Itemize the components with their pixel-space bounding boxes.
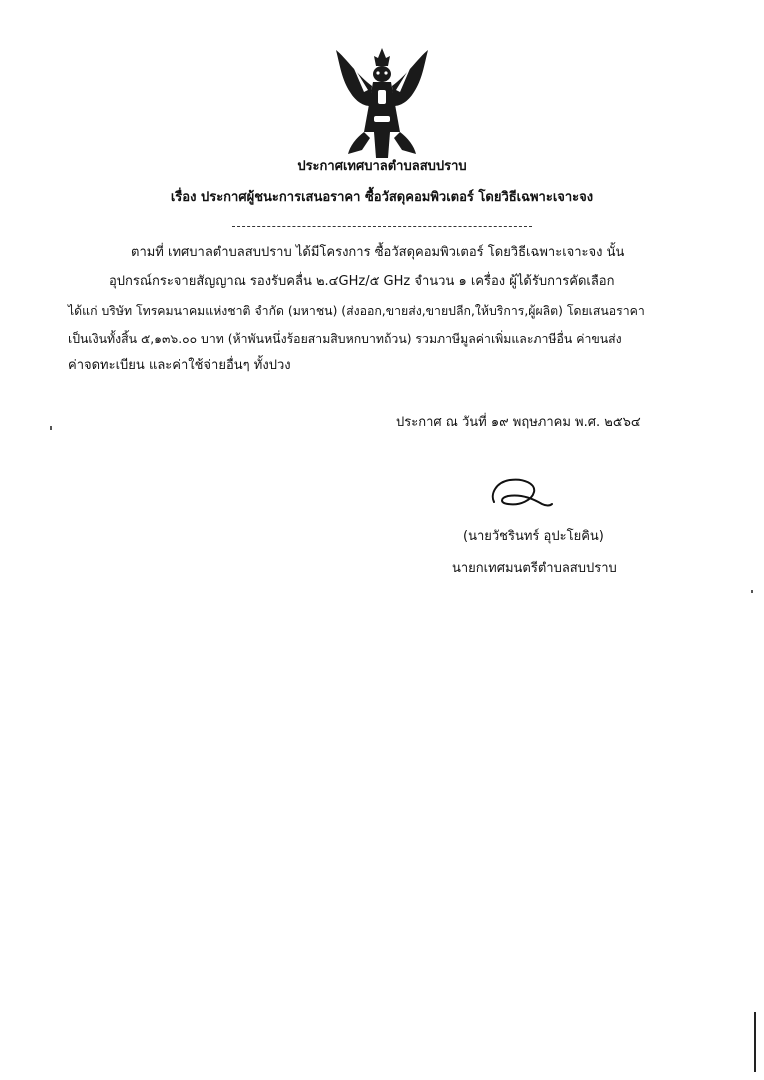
divider [232,226,532,227]
scan-speck [50,426,52,430]
body-line: อุปกรณ์กระจายสัญญาณ รองรับคลื่น ๒.๔GHz/๕ GHz จำนวน ๑ เครื่อง ผู้ได้รับการคัดเลือก [109,274,615,289]
signature-icon [486,472,556,512]
body-line: ตามที่ เทศบาลตำบลสบปราบ ได้มีโครงการ ซื้อวัสดุคอมพิวเตอร์ โดยวิธีเฉพาะเจาะจง นั้น [131,245,625,260]
signatory-name: (นายวัชรินทร์ อุปะโยคิน) [463,529,604,544]
signatory-position: นายกเทศมนตรีตำบลสบปราบ [452,561,617,576]
garuda-emblem-icon [328,46,436,162]
subject-line: เรื่อง ประกาศผู้ชนะการเสนอราคา ซื้อวัสดุคอมพิวเตอร์ โดยวิธีเฉพาะเจาะจง [170,190,594,205]
scan-speck [751,590,753,593]
body-line: เป็นเงินทั้งสิ้น ๕,๑๓๖.๐๐ บาท (ห้าพันหนึ่งร้อยสามสิบหกบาทถ้วน) รวมภาษีมูลค่าเพิ่มและภาษีอื่น ค่าขนส่ง [68,332,622,346]
date-line: ประกาศ ณ วันที่ ๑๙ พฤษภาคม พ.ศ. ๒๕๖๔ [396,415,641,430]
body-line: ได้แก่ บริษัท โทรคมนาคมแห่งชาติ จำกัด (มหาชน) (ส่งออก,ขายส่ง,ขายปลีก,ให้บริการ,ผู้ผลิต) โดยเสนอราคา [68,304,645,318]
page-title: ประกาศเทศบาลตำบลสบปราบ [297,159,467,174]
body-line: ค่าจดทะเบียน และค่าใช้จ่ายอื่นๆ ทั้งปวง [68,358,291,373]
scan-edge-mark [754,1012,756,1072]
